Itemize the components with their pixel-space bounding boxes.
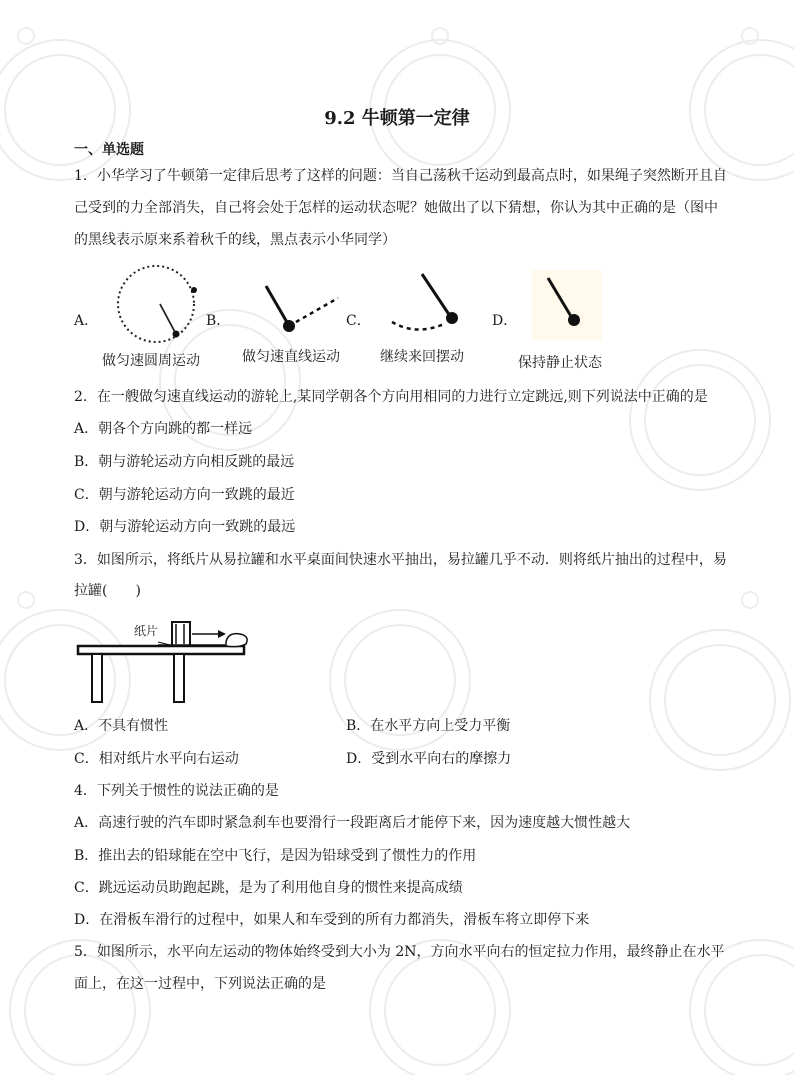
q2-option-b: B．朝与游轮运动方向相反跳的最远	[74, 454, 295, 470]
q3-figure-label: 纸片	[134, 624, 159, 638]
q1-option-a-caption: 做匀速圆周运动	[102, 353, 200, 369]
q1-option-d-figure	[532, 270, 602, 340]
q1-option-a-figure	[110, 260, 210, 350]
q4-option-d: D．在滑板车滑行的过程中，如果人和车受到的所有力都消失，滑板车将立即停下来	[74, 912, 590, 928]
q3-option-c: C．相对纸片水平向右运动	[74, 751, 239, 767]
q2-option-d: D．朝与游轮运动方向一致跳的最远	[74, 519, 296, 535]
q2-option-a: A．朝各个方向跳的都一样远	[74, 421, 253, 437]
q3-option-a: A．不具有惯性	[74, 718, 169, 734]
q1-option-b-figure	[256, 280, 346, 340]
q3-option-d: D．受到水平向右的摩擦力	[346, 751, 512, 767]
q5-line-1: 5．如图所示，水平向左运动的物体始终受到大小为 2N，方向水平向右的恒定拉力作用，最终静止在水平	[74, 944, 725, 960]
page-title: 9.2 牛顿第一定律	[324, 108, 470, 129]
q4-option-b: B．推出去的铅球能在空中飞行，是因为铅球受到了惯性力的作用	[74, 848, 477, 864]
section-heading: 一、单选题	[74, 142, 144, 158]
q3-line-2: 拉罐( )	[74, 583, 141, 599]
q4-stem: 4．下列关于惯性的说法正确的是	[74, 783, 279, 799]
q1-option-d-letter: D．	[492, 313, 518, 329]
q1-option-b-caption: 做匀速直线运动	[242, 349, 340, 365]
q1-option-d-caption: 保持静止状态	[518, 355, 602, 371]
q1-option-c-figure	[386, 270, 476, 340]
q4-option-c: C．跳远运动员助跑起跳，是为了利用他自身的惯性来提高成绩	[74, 880, 463, 896]
q3-table-can-figure	[76, 612, 256, 704]
q3-option-b: B．在水平方向上受力平衡	[346, 718, 511, 734]
q2-stem: 2．在一艘做匀速直线运动的游轮上,某同学朝各个方向用相同的力进行立定跳远,则下列说法中正确的是	[74, 389, 708, 405]
q1-line-2: 己受到的力全部消失，自己将会处于怎样的运动状态呢？她做出了以下猜想，你认为其中正确的是（图中	[74, 200, 718, 216]
q2-option-c: C．朝与游轮运动方向一致跳的最近	[74, 487, 295, 503]
q1-line-3: 的黑线表示原来系着秋千的线，黑点表示小华同学）	[74, 232, 396, 248]
q4-option-a: A．高速行驶的汽车即时紧急刹车也要滑行一段距离后才能停下来，因为速度越大惯性越大	[74, 815, 631, 831]
q1-option-c-letter: C．	[346, 313, 371, 329]
q1-line-1: 1．小华学习了牛顿第一定律后思考了这样的问题：当自己荡秋千运动到最高点时，如果绳子突然断开且自	[74, 168, 727, 184]
q1-option-b-letter: B．	[206, 313, 231, 329]
q1-option-c-caption: 继续来回摆动	[380, 349, 464, 365]
q1-option-a-letter: A．	[74, 313, 99, 329]
q3-line-1: 3．如图所示，将纸片从易拉罐和水平桌面间快速水平抽出，易拉罐几乎不动．则将纸片抽出的过程中，易	[74, 552, 727, 568]
q5-line-2: 面上，在这一过程中，下列说法正确的是	[74, 976, 326, 992]
